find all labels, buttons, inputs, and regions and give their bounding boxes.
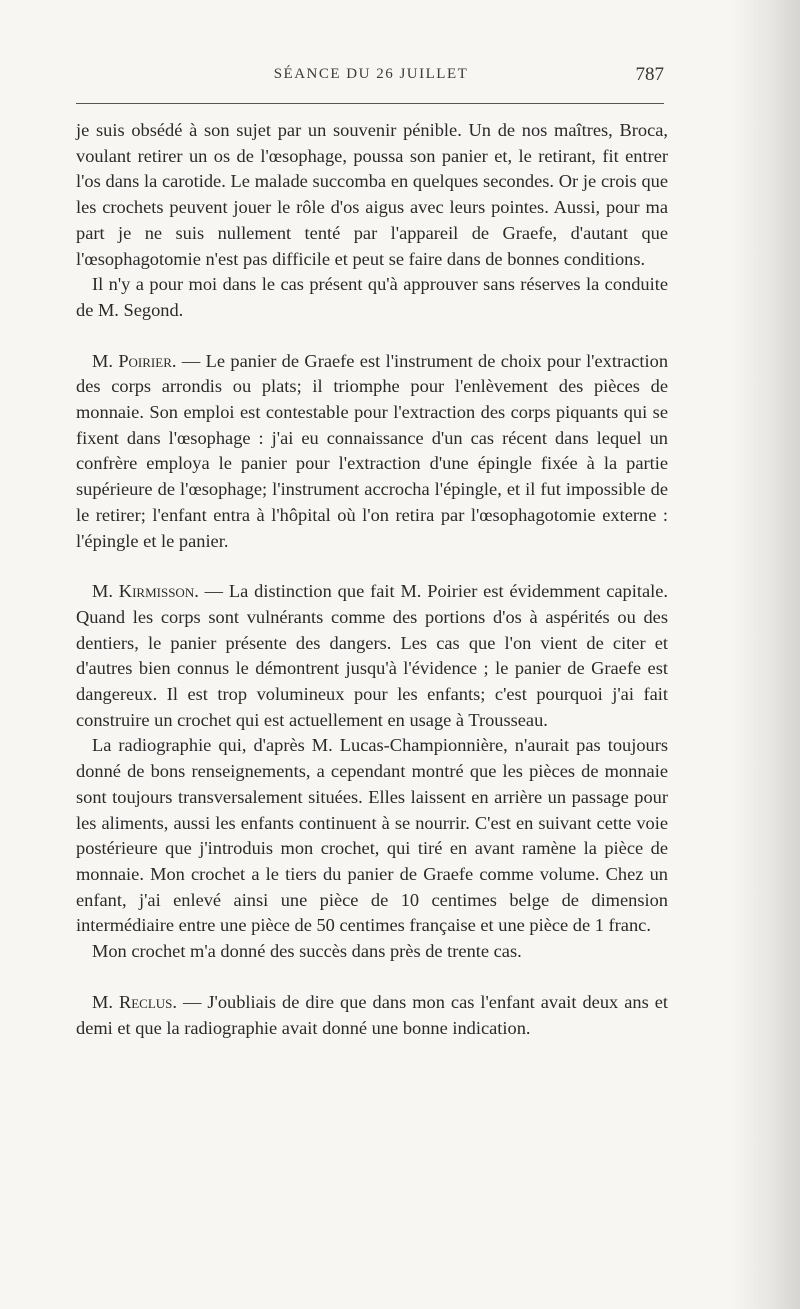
paragraph-approval: Il n'y a pour moi dans le cas présent qu'à approuver sans réserves la conduite de M. Segond. xyxy=(76,274,668,320)
paragraph-radiographie: La radiographie qui, d'après M. Lucas-Championnière, n'aurait pas toujours donné de bons renseignements, a cependant montré que les pièces de monnaie sont toujours transversalement situées. Elles laissent en arrière un passage pour les aliments, aussi les enfants continuent à se nourrir. C'est en suivant cette voie postérieure que j'introduis mon crochet, qui tiré en avant ramène la pièce de monnaie. Mon crochet a le tiers du panier de Graefe comme volume. Chez un enfant, j'ai enlevé ainsi une pièce de 10 centimes belge de dimension intermédiaire entre une pièce de 50 centimes française et une pièce de 1 franc. xyxy=(76,735,668,936)
page-number: 787 xyxy=(635,64,664,85)
speech-reclus: — J'oubliais de dire que dans mon cas l'enfant avait deux ans et demi et que la radiographie avait donné une bonne indication. xyxy=(76,991,668,1038)
speaker-kirmisson: M. Kirmisson. xyxy=(92,581,199,602)
paragraph-kirmisson xyxy=(76,579,668,733)
page-header xyxy=(76,62,666,90)
scan-shadow xyxy=(730,0,800,1309)
paragraph-continuation: je suis obsédé à son sujet par un souvenir pénible. Un de nos maîtres, Broca, voulant retirer un os de l'œsophage, poussa son panier et, le retirant, fit entrer l'os dans la carotide. Le malade succomba en quelques secondes. Or je crois que les crochets peuvent jouer le rôle d'os aigus avec leurs pointes. Aussi, pour ma part je ne suis nullement tenté par l'appareil de Graefe, d'autant que l'œsophagotomie n'est pas difficile et peut se faire dans de bonnes conditions. xyxy=(76,120,668,269)
paragraph-poirier xyxy=(76,349,668,555)
speaker-poirier: M. Poirier. xyxy=(92,350,177,371)
speech-poirier: — Le panier de Graefe est l'instrument de choix pour l'extraction des corps arrondis ou plats; il triomphe pour l'enlèvement des pièces de monnaie. Son emploi est contestable pour l'extraction des corps piquants qui se fixent dans l'œsophage : j'ai eu connaissance d'un cas récent dans lequel un confrère employa le panier pour l'extraction d'une épingle fixée à la partie supérieure de l'œsophage; l'instrument accrocha l'épingle, et il fut impossible de le retirer; l'enfant entra à l'hôpital où l'on retira par l'œsophagotomie externe : l'épingle et le panier. xyxy=(76,350,669,551)
page-body xyxy=(76,118,668,1041)
speech-kirmisson: — La distinction que fait M. Poirier est évidemment capitale. Quand les corps sont vulnérants comme des portions d'os à aspérités ou des dentiers, le panier présente des dangers. Les cas que l'on vient de citer et d'autres bien connus le démontrent jusqu'à l'évidence ; le panier de Graefe est dangereux. Il est trop volumineux pour les enfants; c'est pourquoi j'ai fait construire un crochet qui est actuellement en usage à Trousseau. xyxy=(76,581,668,730)
speaker-reclus: M. Reclus. xyxy=(92,991,177,1012)
paragraph-succes: Mon crochet m'a donné des succès dans près de trente cas. xyxy=(92,941,522,962)
running-title: SÉANCE DU 26 JUILLET xyxy=(273,66,469,82)
header-rule xyxy=(76,103,664,104)
paragraph-reclus xyxy=(76,990,668,1041)
